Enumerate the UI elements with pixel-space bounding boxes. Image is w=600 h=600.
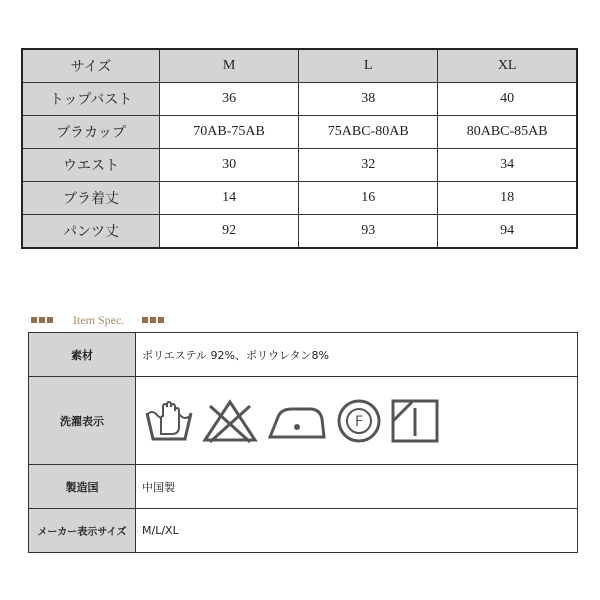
table-row (22, 149, 577, 182)
table-cell: 34 (438, 149, 577, 182)
row-label: パンツ丈 (22, 215, 160, 249)
table-cell: 16 (299, 182, 438, 215)
row-label: ブラ着丈 (22, 182, 160, 215)
item-spec-title: Item Spec. (73, 312, 125, 327)
svg-text:F: F (354, 413, 364, 430)
material-label: 素材 (29, 333, 136, 377)
header-xl: XL (438, 49, 577, 83)
table-cell: 32 (299, 149, 438, 182)
table-cell: 93 (299, 215, 438, 249)
item-spec-heading (31, 312, 166, 328)
decor-squares-left (31, 317, 55, 323)
spec-row-maker-size (29, 509, 578, 553)
no-bleach-icon (202, 398, 258, 444)
size-table-header (22, 49, 577, 83)
table-row (22, 83, 577, 116)
maker-size-value: M/L/XL (136, 509, 578, 553)
hand-wash-icon (144, 399, 194, 443)
care-icons (136, 377, 578, 465)
spec-row-care (29, 377, 578, 465)
header-label: サイズ (22, 49, 160, 83)
decor-squares-right (142, 317, 166, 323)
table-cell: 18 (438, 182, 577, 215)
maker-size-label: メーカー表示サイズ (29, 509, 136, 553)
table-cell: 92 (160, 215, 299, 249)
spec-row-origin (29, 465, 578, 509)
table-cell: 30 (160, 149, 299, 182)
origin-label: 製造国 (29, 465, 136, 509)
spec-row-material (29, 333, 578, 377)
size-table (21, 48, 578, 249)
row-label: トップバスト (22, 83, 160, 116)
table-row (22, 215, 577, 249)
row-label: ブラカップ (22, 116, 160, 149)
header-m: M (160, 49, 299, 83)
origin-value: 中国製 (136, 465, 578, 509)
header-l: L (299, 49, 438, 83)
row-label: ウエスト (22, 149, 160, 182)
table-cell: 38 (299, 83, 438, 116)
material-value: ポリエステル 92%、ポリウレタン8% (136, 333, 578, 377)
table-cell: 40 (438, 83, 577, 116)
table-cell: 75ABC-80AB (299, 116, 438, 149)
spec-table (28, 332, 578, 553)
table-cell: 70AB-75AB (160, 116, 299, 149)
iron-low-icon (266, 399, 328, 443)
care-label: 洗濯表示 (29, 377, 136, 465)
dry-clean-f-icon (336, 398, 382, 444)
table-cell: 94 (438, 215, 577, 249)
line-dry-shade-icon (390, 398, 440, 444)
table-row (22, 116, 577, 149)
table-cell: 14 (160, 182, 299, 215)
table-row (22, 182, 577, 215)
table-cell: 36 (160, 83, 299, 116)
table-cell: 80ABC-85AB (438, 116, 577, 149)
